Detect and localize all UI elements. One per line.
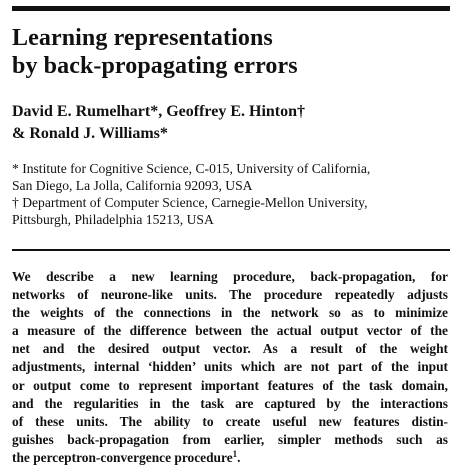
- abstract-line: the weights of the connections in the network so as to minimize: [12, 305, 448, 321]
- title-line: Learning representations: [12, 25, 273, 51]
- abstract-line: guishes back-propagation from earlier, simpler methods such as: [12, 431, 448, 447]
- abstract-last-line: [12, 449, 448, 467]
- abstract-line: adjustments, internal ‘hidden’ units which are not part of the input: [12, 359, 448, 375]
- paper-title: [12, 24, 298, 80]
- title-line: by back-propagating errors: [12, 53, 298, 79]
- abstract: [12, 268, 448, 467]
- top-rule: [12, 6, 450, 11]
- affiliations: [12, 160, 370, 228]
- footnote-reference: 1: [232, 448, 238, 459]
- section-divider: [12, 249, 450, 251]
- abstract-line: of these units. The ability to create useful new features distin-: [12, 413, 448, 429]
- abstract-line: We describe a new learning procedure, back-propagation, for: [12, 269, 448, 284]
- affiliation-line: San Diego, La Jolla, California 92093, USA: [12, 178, 253, 193]
- author-list: [12, 101, 305, 145]
- abstract-line: networks of neurone-like units. The procedure repeatedly adjusts: [12, 287, 448, 303]
- abstract-line: a measure of the difference between the actual output vector of the: [12, 323, 448, 339]
- abstract-line: the perceptron-convergence procedure: [12, 449, 233, 465]
- affiliation-line: Pittsburgh, Philadelphia 15213, USA: [12, 212, 214, 227]
- author-line: David E. Rumelhart*, Geoffrey E. Hinton†: [12, 103, 306, 120]
- affiliation-line: * Institute for Cognitive Science, C-015, University of California,: [12, 161, 371, 176]
- author-line: & Ronald J. Williams*: [12, 125, 168, 142]
- abstract-line: net and the desired output vector. As a result of the weight: [12, 341, 448, 357]
- abstract-line: and the regularities in the task are captured by the interactions: [12, 395, 448, 411]
- affiliation-line: † Department of Computer Science, Carnegie-Mellon University,: [12, 195, 368, 210]
- abstract-end-punctuation: .: [237, 449, 241, 465]
- abstract-line: or output come to represent important features of the task domain,: [12, 377, 448, 393]
